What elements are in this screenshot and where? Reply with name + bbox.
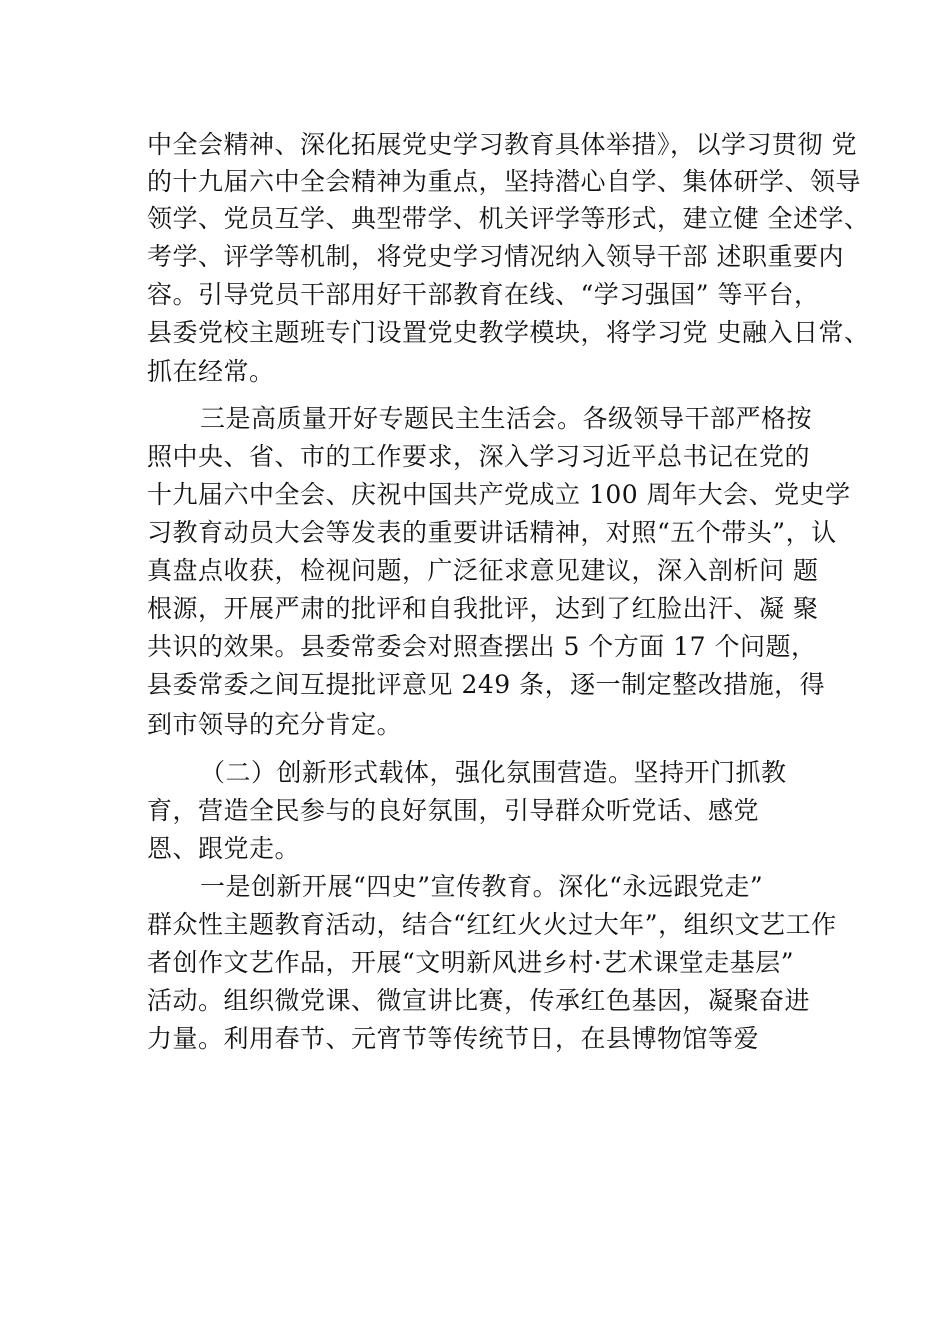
- text-line: 的十九届六中全会精神为重点，坚持潜心自学、集体研学、领导: [147, 167, 862, 196]
- text-line: 十九届六中全会、庆祝中国共产党成立 100 周年大会、党史学: [147, 480, 851, 509]
- text-line: 共识的效果。县委常委会对照查摆出 5 个方面 17 个问题，: [147, 632, 817, 661]
- text-line: 容。引导党员干部用好干部教育在线、“学习强国” 等平台，: [147, 280, 820, 309]
- text-line: 者创作文艺作品，开展“文明新风进乡村·艺术课堂走基层”: [147, 948, 795, 977]
- text-line: 到市领导的充分肯定。: [147, 710, 403, 739]
- text-line: 中全会精神、深化拓展党史学习教育具体举措》，以学习贯彻 党: [147, 130, 857, 159]
- text-line: 习教育动员大会等发表的重要讲话精神，对照“五个带头”，认: [147, 518, 837, 547]
- text-line: 领学、党员互学、典型带学、机关评学等形式，建立健 全述学、: [147, 204, 870, 233]
- text-line: 县委常委之间互提批评意见 249 条，逐一制定整改措施，得: [147, 670, 826, 699]
- text-line: 育，营造全民参与的良好氛围，引导群众听党话、感党: [147, 796, 760, 825]
- text-line: 照中央、省、市的工作要求，深入学习习近平总书记在党的: [147, 442, 811, 471]
- paragraph-start-line: 一是创新开展“四史”宣传教育。深化“永远跟党走”: [200, 872, 764, 901]
- text-line: 活动。组织微党课、微宣讲比赛，传承红色基因，凝聚奋进: [147, 986, 811, 1015]
- text-line: 真盘点收获，检视问题，广泛征求意见建议，深入剖析问 题: [147, 556, 819, 585]
- text-line: 群众性主题教育活动，结合“红红火火过大年”，组织文艺工作: [147, 910, 837, 939]
- text-line: 根源，开展严肃的批评和自我批评，达到了红脸出汗、凝 聚: [147, 594, 819, 623]
- text-line: 考学、评学等机制，将党史学习情况纳入领导干部 述职重要内: [147, 242, 844, 271]
- text-line: 抓在经常。: [147, 357, 275, 386]
- text-line: 县委党校主题班专门设置党史教学模块，将学习党 史融入日常、: [147, 318, 870, 347]
- text-line: 恩、跟党走。: [147, 834, 301, 863]
- section-heading-line: （二）创新形式载体，强化氛围营造。坚持开门抓教: [200, 758, 787, 787]
- paragraph-start-line: 三是高质量开好专题民主生活会。各级领导干部严格按: [200, 404, 813, 433]
- text-line: 力量。利用春节、元宵节等传统节日，在县博物馆等爱: [147, 1024, 760, 1053]
